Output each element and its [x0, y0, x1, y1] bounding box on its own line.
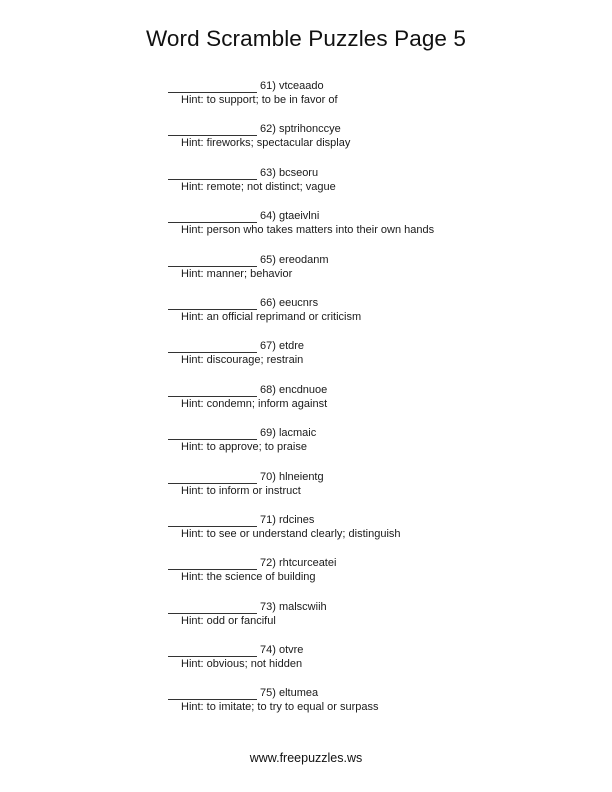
hint-text: Hint: person who takes matters into their own hands — [181, 224, 435, 237]
puzzle-item-66 — [168, 296, 588, 339]
puzzle-item-73 — [168, 600, 588, 643]
hint-text: Hint: an official reprimand or criticism — [181, 310, 362, 323]
scrambled-word: 72) rhtcurceatei — [260, 557, 337, 570]
scrambled-word: 67) etdre — [260, 340, 305, 353]
puzzle-line — [168, 253, 588, 267]
answer-blank — [168, 341, 257, 353]
scrambled-word: 66) eeucnrs — [260, 296, 319, 309]
puzzle-item-69 — [168, 426, 588, 469]
puzzle-item-70 — [168, 470, 588, 513]
answer-blank — [168, 81, 257, 93]
puzzle-line — [168, 470, 588, 484]
puzzle-item-71 — [168, 513, 588, 556]
answer-blank — [168, 472, 257, 484]
answer-blank — [168, 385, 257, 397]
scrambled-word: 63) bcseoru — [260, 166, 319, 179]
hint-text: Hint: the science of building — [181, 571, 316, 584]
hint-text: Hint: to see or understand clearly; distinguish — [181, 527, 401, 540]
puzzle-line — [168, 166, 588, 180]
puzzle-line — [168, 383, 588, 397]
scrambled-word: 64) gtaeivlni — [260, 210, 320, 223]
page-title: Word Scramble Puzzles Page 5 — [145, 26, 467, 51]
hint-text: Hint: obvious; not hidden — [181, 658, 303, 671]
scrambled-word: 74) otvre — [260, 644, 304, 657]
answer-blank — [168, 211, 257, 223]
puzzle-item-74 — [168, 643, 588, 686]
scrambled-word: 71) rdcines — [260, 513, 315, 526]
answer-blank — [168, 255, 257, 267]
answer-blank — [168, 298, 257, 310]
answer-blank — [168, 124, 257, 136]
puzzle-line — [168, 556, 588, 570]
puzzle-line — [168, 209, 588, 223]
hint-text: Hint: to imitate; to try to equal or surpass — [181, 701, 379, 714]
puzzle-line — [168, 426, 588, 440]
hint-text: Hint: to inform or instruct — [181, 484, 301, 497]
answer-blank — [168, 688, 257, 700]
hint-text: Hint: condemn; inform against — [181, 397, 328, 410]
puzzle-line — [168, 686, 588, 700]
answer-blank — [168, 602, 257, 614]
puzzle-line — [168, 600, 588, 614]
answer-blank — [168, 558, 257, 570]
puzzle-line — [168, 122, 588, 136]
scrambled-word: 69) lacmaic — [260, 427, 317, 440]
scrambled-word: 62) sptrihonccye — [260, 123, 341, 136]
puzzle-item-63 — [168, 166, 588, 209]
scrambled-word: 73) malscwiih — [260, 600, 327, 613]
scrambled-word: 70) hlneientg — [260, 470, 324, 483]
scrambled-word: 65) ereodanm — [260, 253, 329, 266]
answer-blank — [168, 428, 257, 440]
puzzle-line — [168, 339, 588, 353]
hint-text: Hint: fireworks; spectacular display — [181, 137, 351, 150]
puzzle-item-68 — [168, 383, 588, 426]
scrambled-word: 61) vtceaado — [260, 80, 324, 92]
hint-text: Hint: to support; to be in favor of — [181, 94, 338, 106]
puzzle-line — [168, 643, 588, 657]
puzzle-line — [168, 296, 588, 310]
puzzle-list — [168, 79, 588, 730]
puzzle-item-72 — [168, 556, 588, 599]
puzzle-item-64 — [168, 209, 588, 252]
hint-text: Hint: manner; behavior — [181, 267, 293, 280]
answer-blank — [168, 645, 257, 657]
puzzle-item-75 — [168, 686, 588, 729]
answer-blank — [168, 168, 257, 180]
puzzle-line — [168, 513, 588, 527]
hint-text: Hint: discourage; restrain — [181, 354, 304, 367]
puzzle-line — [168, 79, 588, 93]
puzzle-item-61 — [168, 79, 588, 122]
answer-blank — [168, 515, 257, 527]
hint-text: Hint: to approve; to praise — [181, 441, 307, 454]
scrambled-word: 75) eltumea — [260, 687, 319, 700]
scrambled-word: 68) encdnuoe — [260, 383, 328, 396]
hint-text: Hint: odd or fanciful — [181, 614, 276, 627]
footer-url: www.freepuzzles.ws — [249, 751, 363, 765]
puzzle-item-62 — [168, 122, 588, 165]
puzzle-item-65 — [168, 253, 588, 296]
hint-text: Hint: remote; not distinct; vague — [181, 180, 336, 193]
puzzle-item-67 — [168, 339, 588, 382]
